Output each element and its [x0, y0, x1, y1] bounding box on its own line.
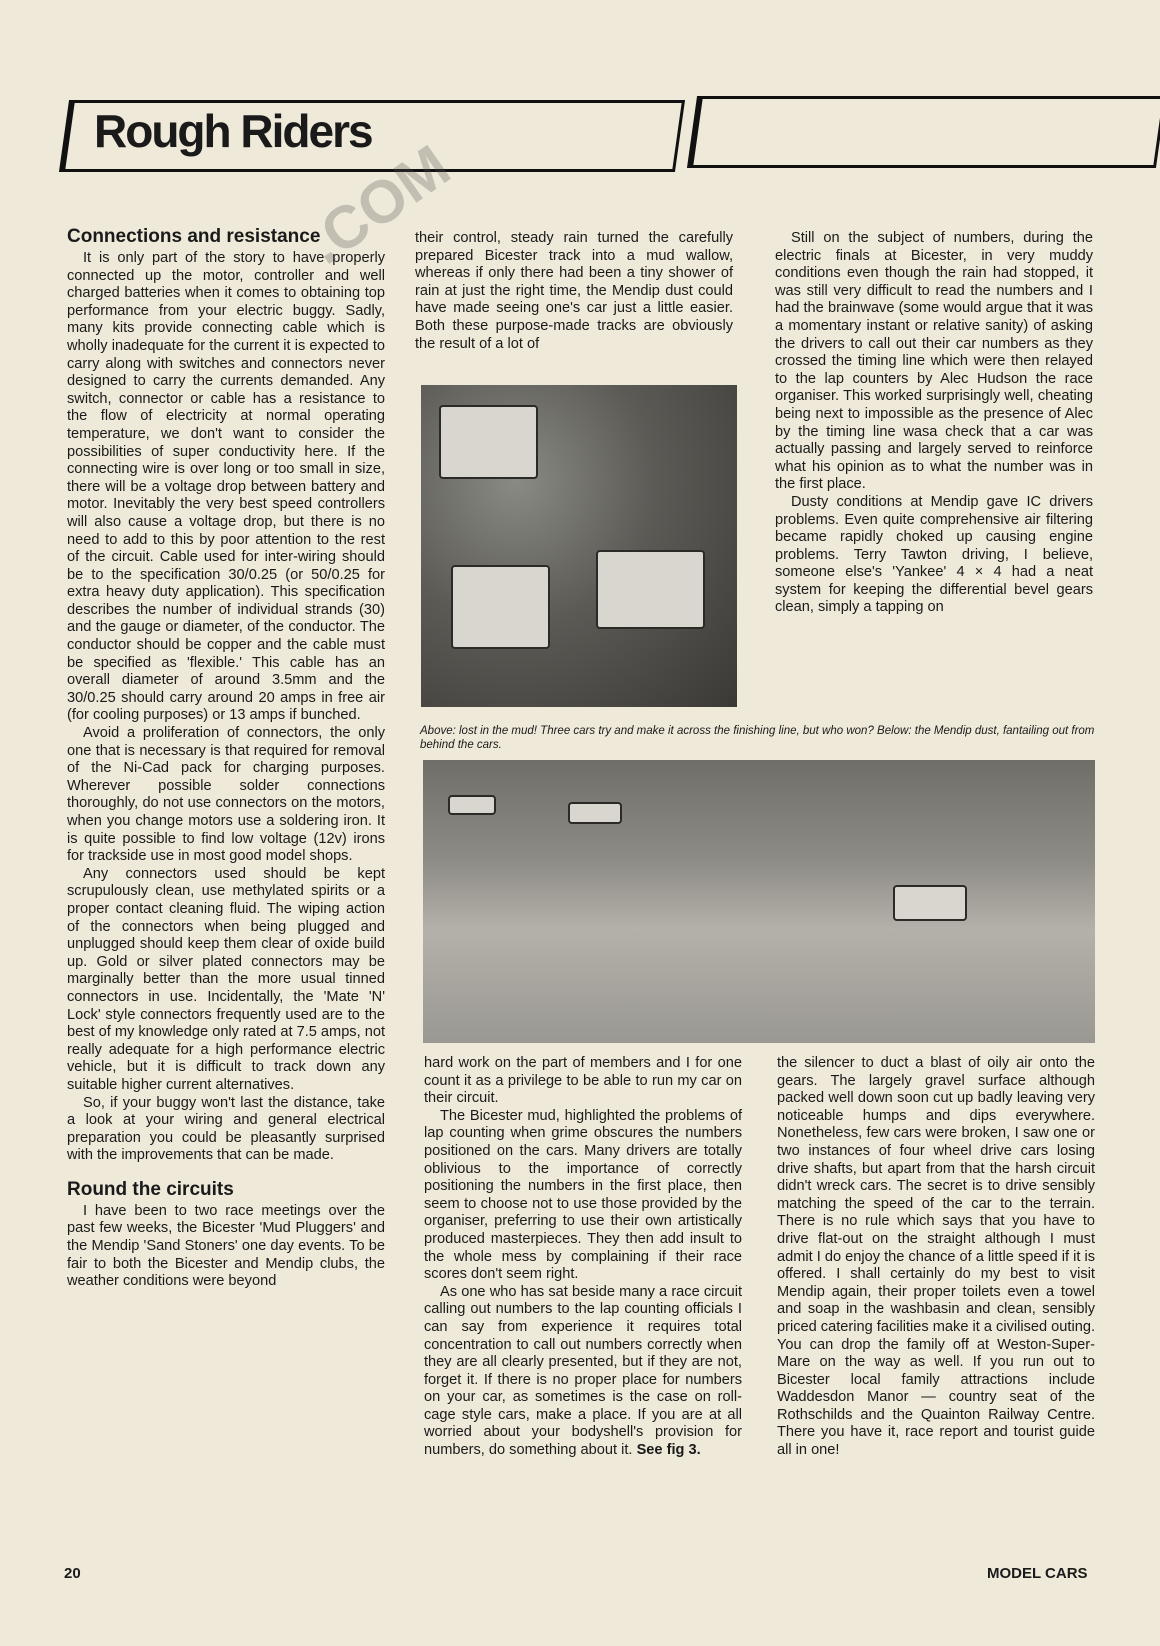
paragraph: the silencer to duct a blast of oily air onto the gears. The largely gravel surface although packed well down soon cut up badly leaving very noticeable humps and dips everywhere. Nonetheless, few cars were broken, I saw one or two instances of four wheel drive cars losing drive shafts, but apart from that the harsh circuit didn't wreck cars. The secret is to drive sensibly matching the speed of the car to the terrain. There is no rule which says that you have to drive flat-out on the straight although I must admit I do enjoy the chance of a little speed if it is offered. I shall certainly do my best to visit Mendip again, their proper toilets even a towel and soap in the washbasin and clean, sensibly priced catering facilities make it a civilised outing. You can drop the family off at Weston-Super-Mare on the way as well. If you run out to Bicester local family attractions include Waddesdon Manor — country seat of the Rothschilds and the Quainton Railway Centre. There you have it, race report and tourist guide all in one!	[777, 1055, 1095, 1459]
buggy-image	[893, 885, 967, 921]
paragraph: The Bicester mud, highlighted the problems of lap counting when grime obscures the numbers positioned on the cars. Many drivers are totally oblivious to the importance of correctly positioning the numbers in the first place, then seem to choose not to use those provided by the organiser, preferring to use their own artistically produced masterpieces. They then add insult to the whole mess by complaining if their race scores don't seem right.	[424, 1107, 742, 1283]
section-heading-circuits: Round the circuits	[67, 1178, 234, 1200]
buggy-image	[448, 795, 496, 815]
buggy-image	[439, 405, 538, 479]
photo-dust-track	[423, 760, 1095, 1043]
magazine-name: MODEL CARS	[987, 1565, 1088, 1582]
column-2-top	[415, 230, 733, 353]
buggy-image	[596, 550, 705, 629]
page-number: 20	[64, 1565, 81, 1582]
paragraph: So, if your buggy won't last the distance, take a look at your wiring and general electrical preparation you could be pleasantly surprised with the improvements that can be made.	[67, 1094, 385, 1164]
paragraph	[424, 1284, 742, 1460]
figure-reference: See fig 3.	[636, 1442, 701, 1459]
paragraph: hard work on the part of members and I for one count it as a privilege to be able to run my car on their circuit.	[424, 1055, 742, 1107]
column-2-bottom	[424, 1055, 742, 1460]
photo-mud-cars	[421, 385, 737, 707]
watermark: .COM	[294, 132, 462, 277]
section-heading-connections: Connections and resistance	[67, 226, 321, 247]
paragraph: Avoid a proliferation of connectors, the only one that is necessary is that required for removal of the Ni-Cad pack for charging purposes. Wherever possible solder connections thoroughly, do not use connectors on the motors, when you change motors use a soldering iron. It is quite possible to find low voltage (12v) irons for trackside use in most good model shops.	[67, 725, 385, 865]
paragraph: their control, steady rain turned the carefully prepared Bicester track into a mud wallow, whereas if only there had been a tiny shower of rain at just the right time, the Mendip dust could have made seeing one's car just a little easier. Both these purpose-made tracks are obviously the result of a lot of	[415, 230, 733, 352]
paragraph: It is only part of the story to have properly connected up the motor, controller and well charged batteries when it comes to obtaining top performance from your electric buggy. Sadly, many kits provide connecting cable which is wholly inadequate for the current it is expected to carry along with switches and connectors never designed to carry the currents demanded. Any switch, connector or cable has a resistance to the flow of electricity at normal operating temperature, we don't want to consider the possibilities of super conductivity here. If the connecting wire is over long or too small in size, there will be a voltage drop between battery and motor. Inevitably the very best speed controllers will also cause a voltage drop, but there is no need to add to this by poor attention to the rest of the circuit. Cable used for inter-wiring should be to the specification 30/0.25 (or 50/0.25 for extra heavy duty application). This specification describes the number of individual strands (30) and the gauge or diameter, of the conductor. The conductor should be copper and the cable must be specified as 'flexible.' This cable has an overall diameter of around 3.5mm and the 30/0.25 should carry around 20 amps in free air (for cooling purposes) or 13 amps if bunched.	[67, 250, 385, 724]
photo-caption: Above: lost in the mud! Three cars try and make it across the finishing line, but who won? Below: the Mendip dust, fantailing out from behind the cars.	[420, 725, 1095, 751]
buggy-image	[451, 565, 550, 649]
column-1	[67, 226, 385, 1291]
title-banner-right-frame	[687, 96, 1160, 168]
page-title: Rough Riders	[94, 105, 372, 157]
paragraph-text: As one who has sat beside many a race circuit calling out numbers to the lap counting officials I can say from experience it requires total concentration to call out numbers correctly when they are all clearly presented, but if they are not, forget it. If there is no proper place for numbers on your car, as sometimes is the case on roll-cage style cars, make a place. If you are at all worried about your bodyshell's provision for numbers, do something about it.	[424, 1283, 742, 1459]
paragraph: Dusty conditions at Mendip gave IC drivers problems. Even quite comprehensive air filtering became rapidly choked up causing engine problems. Terry Tawton driving, I believe, someone else's 'Yankee' 4 × 4 had a neat system for keeping the differential bevel gears clean, simply a tapping on	[775, 493, 1093, 616]
paragraph: Still on the subject of numbers, during the electric finals at Bicester, in very muddy conditions even though the rain had stopped, it was still very difficult to read the numbers and I had the brainwave (some would argue that it was a momentary instant or relative sanity) of asking the drivers to call out their car numbers as they crossed the timing line which were then relayed to the lap counters by Alec Hudson the race organiser. This worked surprisingly well, cheating being next to impossible as the presence of Alec by the timing line wasa check that a car was actually passing and largely served to reinforce what his opinion as to what the number was in the first place.	[775, 230, 1093, 493]
buggy-image	[568, 802, 622, 824]
column-3-bottom	[777, 1055, 1095, 1460]
column-3-top	[775, 230, 1093, 617]
paragraph: I have been to two race meetings over the past few weeks, the Bicester 'Mud Pluggers' and the Mendip 'Sand Stoners' one day events. To be fair to both the Bicester and Mendip clubs, the weather conditions were beyond	[67, 1202, 385, 1290]
paragraph: Any connectors used should be kept scrupulously clean, use methylated spirits or a proper contact cleaning fluid. The wiping action of the connectors when being plugged and unplugged should keep them clear of oxide build up. Gold or silver plated connectors may be marginally better than the more usual tinned connectors in use. Incidentally, the 'Mate 'N' Lock' style connectors frequently used are to the best of my knowledge only rated at 7.5 amps, not really adequate for a high performance electric vehicle, but it is difficult to track down any suitable higher current alternatives.	[67, 865, 385, 1093]
